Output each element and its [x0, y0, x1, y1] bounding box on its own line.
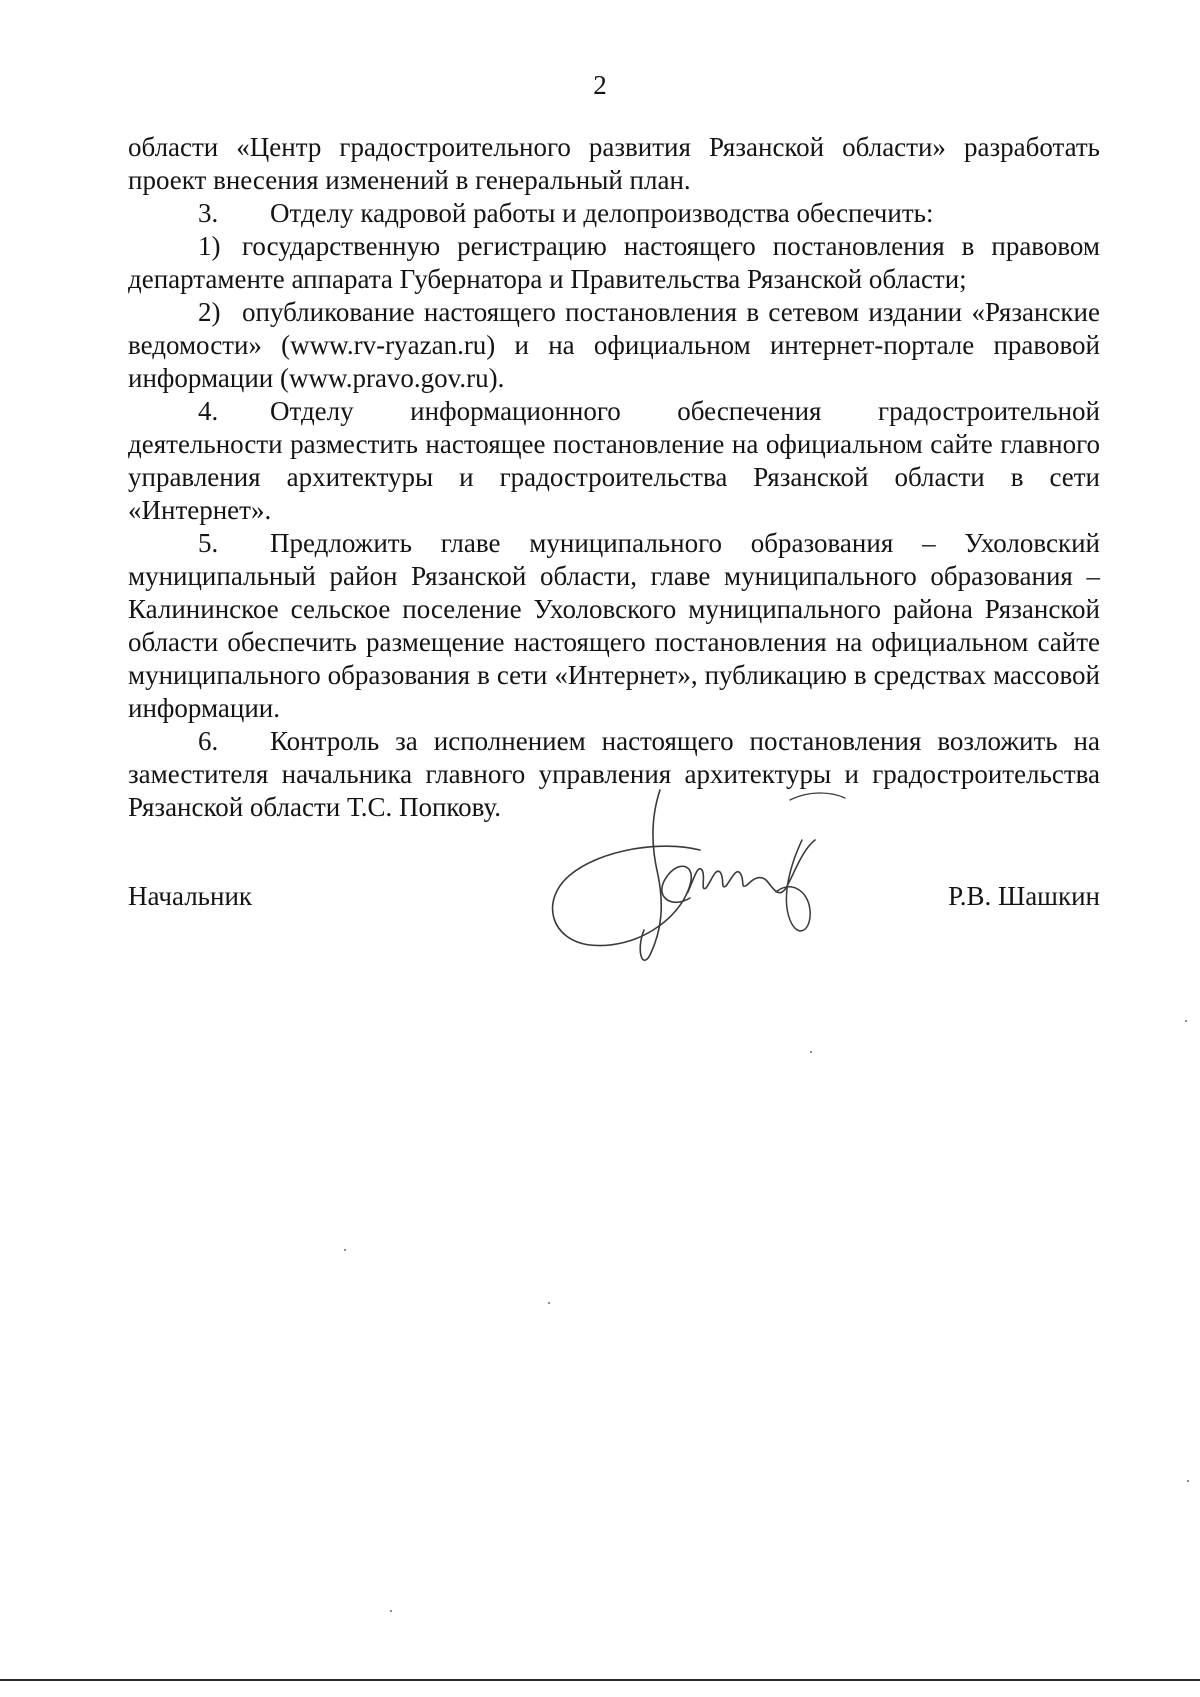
paragraph-number: 6. — [198, 726, 219, 756]
document-body — [128, 131, 1100, 824]
signer-position: Начальник — [128, 881, 253, 911]
signature-block — [128, 880, 1100, 920]
signer-name: Р.В. Шашкин — [948, 881, 1100, 911]
paragraph-item-4 — [128, 395, 1100, 527]
paragraph-number: 1) — [198, 231, 221, 261]
paragraph-number: 4. — [198, 396, 219, 426]
paragraph-continuation — [128, 131, 1100, 197]
paragraph-text: Предложить главе муниципального образования – Ухоловский муниципальный район Рязанской области, главе муниципального образования – Калининское сельское поселение Ухоловского муниципального района Рязанской области обеспечить размещение настоящего постановления на официальном сайте муниципального образования в сети «Интернет», публикацию в средствах массовой информации. — [128, 528, 1100, 723]
paragraph-text: Контроль за исполнением настоящего постановления возложить на заместителя начальника главного управления архитектуры и градостроительства Рязанской области Т.С. Попкову. — [128, 726, 1100, 822]
paragraph-text: опубликование настоящего постановления в сетевом издании «Рязанские ведомости» (www.rv-ryazan.ru) и на официальном интернет-портале правовой информации (www.pravo.gov.ru). — [128, 297, 1100, 393]
paragraph-number: 2) — [198, 297, 221, 327]
paragraph-text: Отделу информационного обеспечения градостроительной деятельности разместить настоящее постановление на официальном сайте главного управления архитектуры и градостроительства Рязанской области в сети «Интернет». — [128, 396, 1100, 525]
paragraph-subitem-1 — [128, 230, 1100, 296]
paragraph-item-3 — [128, 197, 1100, 230]
paragraph-number: 5. — [198, 528, 219, 558]
scan-bottom-edge — [0, 1679, 1200, 1681]
paragraph-text: государственную регистрацию настоящего постановления в правовом департаменте аппарата Губернатора и Правительства Рязанской области; — [128, 231, 1100, 294]
paragraph-text: области «Центр градостроительного развития Рязанской области» разработать проект внесения изменений в генеральный план. — [128, 132, 1100, 195]
paragraph-item-5 — [128, 527, 1100, 725]
paragraph-subitem-2 — [128, 296, 1100, 395]
page-number: 2 — [593, 70, 607, 100]
paragraph-number: 3. — [198, 198, 219, 228]
paragraph-text: Отделу кадровой работы и делопроизводства обеспечить: — [270, 198, 934, 228]
